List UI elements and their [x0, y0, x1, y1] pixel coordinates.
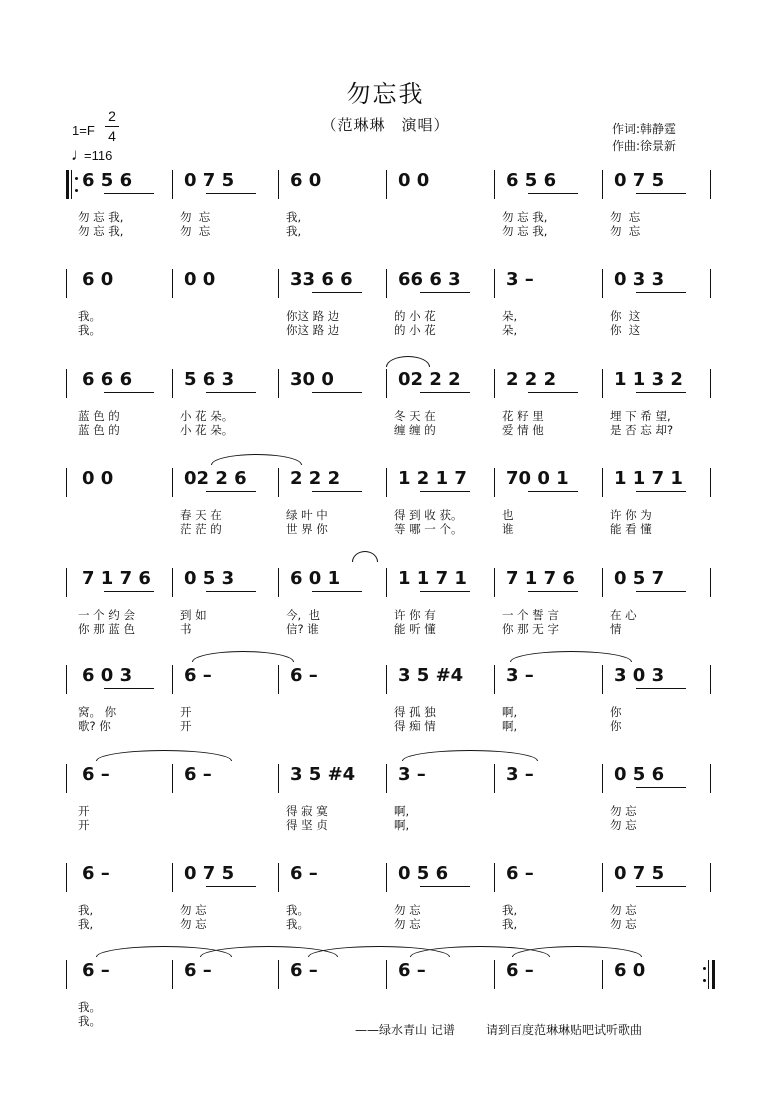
lyric-verse-1: 得 孤 独	[394, 705, 436, 719]
lyric-verse-1: 蓝 色 的	[78, 409, 120, 423]
barline	[602, 665, 603, 694]
measure: 33 6 6	[290, 269, 353, 290]
lyric-verse-1: 我,	[286, 210, 302, 224]
lyric-verse-1: 勿 忘	[394, 903, 421, 917]
barline	[602, 170, 603, 199]
beam-underline	[206, 886, 256, 887]
score-system	[0, 163, 771, 273]
quarter-note-icon: ♩	[71, 145, 88, 164]
beam-underline	[636, 688, 686, 689]
lyric-verse-1: 冬 天 在	[394, 409, 436, 423]
beam-underline	[206, 193, 256, 194]
barline	[71, 170, 72, 199]
lyric-verse-2: 勿 忘	[610, 917, 637, 931]
lyric-verse-2: 勿 忘	[610, 224, 641, 238]
beam-underline	[636, 292, 686, 293]
barline	[386, 568, 387, 597]
measure: 70 0 1	[506, 468, 569, 489]
time-signature-line	[105, 126, 119, 127]
barline	[172, 960, 173, 989]
barline	[172, 665, 173, 694]
measure: 3 –	[506, 665, 534, 686]
barline	[172, 863, 173, 892]
beam-underline	[312, 292, 362, 293]
lyric-verse-2: 情	[610, 622, 622, 636]
measure: 02 2 6	[184, 468, 247, 489]
measure: 3 –	[398, 764, 426, 785]
score-system	[0, 953, 771, 1063]
lyric-verse-1: 我,	[78, 903, 94, 917]
barline	[494, 568, 495, 597]
lyric-verse-1: 勿 忘 我,	[502, 210, 548, 224]
lyric-verse-1: 今, 也	[286, 608, 320, 622]
barline	[386, 863, 387, 892]
lyric-verse-1: 绿 叶 中	[286, 508, 328, 522]
lyric-verse-1: 花 籽 里	[502, 409, 544, 423]
barline	[278, 960, 279, 989]
lyric-verse-2: 勿 忘	[610, 818, 637, 832]
beam-underline	[312, 591, 362, 592]
lyric-verse-2: 爱 情 他	[502, 423, 544, 437]
lyric-verse-1: 一 个 约 会	[78, 608, 135, 622]
lyric-verse-1: 我。	[78, 1000, 101, 1014]
performer: （范琳琳 演唱）	[321, 116, 450, 134]
beam-underline	[636, 886, 686, 887]
lyric-verse-2: 你 这	[610, 323, 641, 337]
barline	[710, 269, 711, 298]
measure: 0 5 7	[614, 568, 665, 589]
measure: 3 –	[506, 764, 534, 785]
barline	[278, 269, 279, 298]
measure: 6 –	[82, 960, 110, 981]
measure: 30 0	[290, 369, 334, 390]
score-system	[0, 658, 771, 768]
barline	[172, 269, 173, 298]
lyric-verse-1: 许 你 有	[394, 608, 436, 622]
lyric-verse-2: 我。	[78, 323, 101, 337]
measure: 7 1 7 6	[82, 568, 151, 589]
lyric-verse-1: 我,	[502, 903, 518, 917]
measure: 6 –	[398, 960, 426, 981]
measure: 0 7 5	[184, 863, 235, 884]
repeat-end-barline	[712, 960, 715, 989]
measure: 1 2 1 7	[398, 468, 467, 489]
measure: 0 3 3	[614, 269, 665, 290]
lyric-verse-2: 勿 忘	[180, 917, 207, 931]
measure: 0 0	[82, 468, 114, 489]
beam-underline	[636, 591, 686, 592]
lyric-verse-2: 啊,	[502, 719, 518, 733]
barline	[494, 269, 495, 298]
beam-underline	[420, 392, 470, 393]
barline	[386, 665, 387, 694]
tempo-mark: =116	[84, 148, 113, 163]
lyric-verse-1: 啊,	[394, 804, 410, 818]
barline	[66, 764, 67, 793]
measure: 5 6 3	[184, 369, 235, 390]
lyric-verse-2: 谁	[502, 522, 514, 536]
barline	[602, 764, 603, 793]
beam-underline	[206, 491, 256, 492]
lyric-verse-1: 许 你 为	[610, 508, 652, 522]
measure: 3 –	[506, 269, 534, 290]
lyric-verse-1: 勿 忘	[180, 903, 207, 917]
lyric-verse-2: 得 坚 贞	[286, 818, 328, 832]
barline	[66, 468, 67, 497]
barline	[386, 764, 387, 793]
measure: 6 –	[82, 863, 110, 884]
lyric-verse-2: 啊,	[394, 818, 410, 832]
lyric-verse-1: 窝。 你	[78, 705, 117, 719]
measure: 0 5 6	[398, 863, 449, 884]
barline	[602, 960, 603, 989]
lyric-verse-1: 勿 忘	[610, 804, 637, 818]
measure: 6 –	[290, 960, 318, 981]
lyric-verse-1: 你	[610, 705, 622, 719]
beam-underline	[104, 591, 154, 592]
beam-underline	[636, 787, 686, 788]
measure: 6 5 6	[506, 170, 557, 191]
measure: 6 –	[290, 863, 318, 884]
lyric-verse-2: 我,	[286, 224, 302, 238]
measure: 0 7 5	[184, 170, 235, 191]
measure: 66 6 3	[398, 269, 461, 290]
measure: 6 –	[290, 665, 318, 686]
score-system	[0, 461, 771, 571]
lyric-verse-2: 勿 忘	[180, 224, 211, 238]
lyric-verse-1: 得 到 收 获。	[394, 508, 463, 522]
lyric-verse-2: 你	[610, 719, 622, 733]
lyric-verse-2: 能 听 懂	[394, 622, 436, 636]
score-system	[0, 757, 771, 867]
barline	[602, 468, 603, 497]
lyric-verse-1: 开	[180, 705, 192, 719]
barline	[172, 369, 173, 398]
measure: 0 5 6	[614, 764, 665, 785]
barline	[66, 568, 67, 597]
barline	[494, 863, 495, 892]
measure: 1 1 7 1	[398, 568, 467, 589]
lyric-verse-1: 我。	[286, 903, 309, 917]
barline	[602, 568, 603, 597]
measure: 3 0 3	[614, 665, 665, 686]
lyric-verse-2: 得 痴 情	[394, 719, 436, 733]
barline	[278, 863, 279, 892]
measure: 6 0 1	[290, 568, 341, 589]
barline	[710, 468, 711, 497]
lyric-verse-1: 春 天 在	[180, 508, 222, 522]
barline	[66, 863, 67, 892]
measure: 6 0 3	[82, 665, 133, 686]
barline	[602, 863, 603, 892]
lyric-verse-2: 你 那 无 字	[502, 622, 559, 636]
beam-underline	[206, 392, 256, 393]
lyric-verse-2: 茫 茫 的	[180, 522, 222, 536]
lyric-verse-2: 勿 忘 我,	[502, 224, 548, 238]
measure: 6 –	[184, 960, 212, 981]
song-title: 勿忘我	[346, 80, 425, 108]
barline	[710, 170, 711, 199]
lyric-verse-1: 小 花 朵。	[180, 409, 234, 423]
composer-credit: 作曲:徐景新	[612, 139, 677, 153]
lyric-verse-1: 开	[78, 804, 90, 818]
barline	[386, 369, 387, 398]
measure: 2 2 2	[290, 468, 341, 489]
barline	[710, 863, 711, 892]
repeat-dot	[703, 979, 706, 982]
beam-underline	[420, 292, 470, 293]
measure: 6 5 6	[82, 170, 133, 191]
lyric-verse-2: 开	[78, 818, 90, 832]
measure: 2 2 2	[506, 369, 557, 390]
lyric-verse-1: 我。	[78, 309, 101, 323]
measure: 6 0	[614, 960, 646, 981]
lyric-verse-2: 你这 路 边	[286, 323, 340, 337]
barline	[278, 568, 279, 597]
time-signature-top: 2	[108, 108, 116, 124]
lyric-verse-1: 啊,	[502, 705, 518, 719]
lyricist-credit: 作词:韩静霆	[612, 122, 677, 136]
lyric-verse-2: 能 看 懂	[610, 522, 652, 536]
barline	[278, 764, 279, 793]
beam-underline	[528, 591, 578, 592]
beam-underline	[420, 491, 470, 492]
measure: 6 –	[506, 863, 534, 884]
repeat-dot	[703, 967, 706, 970]
measure: 3 5 #4	[398, 665, 464, 686]
lyric-verse-2: 我,	[502, 917, 518, 931]
lyric-verse-1: 你 这	[610, 309, 641, 323]
beam-underline	[420, 886, 470, 887]
barline	[386, 269, 387, 298]
score-system	[0, 262, 771, 372]
beam-underline	[636, 392, 686, 393]
barline	[278, 468, 279, 497]
barline	[494, 468, 495, 497]
lyric-verse-1: 得 寂 寞	[286, 804, 328, 818]
beam-underline	[104, 688, 154, 689]
measure: 02 2 2	[398, 369, 461, 390]
measure: 6 0	[82, 269, 114, 290]
lyric-verse-2: 歌? 你	[78, 719, 111, 733]
lyric-verse-2: 的 小 花	[394, 323, 436, 337]
barline	[278, 170, 279, 199]
lyric-verse-2: 开	[180, 719, 192, 733]
barline	[710, 764, 711, 793]
beam-underline	[636, 491, 686, 492]
lyric-verse-1: 勿 忘	[180, 210, 211, 224]
lyric-verse-2: 等 哪 一 个。	[394, 522, 463, 536]
lyric-verse-1: 朵,	[502, 309, 518, 323]
score-system	[0, 561, 771, 671]
key-signature: 1=F	[72, 123, 95, 138]
measure: 0 0	[398, 170, 430, 191]
score-system	[0, 362, 771, 472]
barline	[66, 665, 67, 694]
barline	[494, 170, 495, 199]
lyric-verse-1: 勿 忘	[610, 903, 637, 917]
beam-underline	[312, 491, 362, 492]
measure: 0 5 3	[184, 568, 235, 589]
lyric-verse-1: 一 个 誓 言	[502, 608, 559, 622]
measure: 0 7 5	[614, 863, 665, 884]
lyric-verse-2: 蓝 色 的	[78, 423, 120, 437]
lyric-verse-2: 勿 忘 我,	[78, 224, 124, 238]
measure: 3 5 #4	[290, 764, 356, 785]
barline	[278, 665, 279, 694]
barline	[172, 764, 173, 793]
measure: 1 1 7 1	[614, 468, 683, 489]
transcriber-credit: ——绿水青山 记谱	[355, 1023, 455, 1037]
barline	[386, 960, 387, 989]
repeat-dot	[75, 189, 78, 192]
barline	[66, 960, 67, 989]
lyric-verse-1: 也	[502, 508, 514, 522]
lyric-verse-2: 我。	[78, 1014, 101, 1028]
barline	[172, 170, 173, 199]
barline	[710, 665, 711, 694]
barline	[494, 369, 495, 398]
measure: 6 6 6	[82, 369, 133, 390]
barline	[66, 269, 67, 298]
measure: 0 7 5	[614, 170, 665, 191]
barline	[710, 369, 711, 398]
barline	[494, 764, 495, 793]
time-signature-bottom: 4	[108, 128, 116, 144]
lyric-verse-2: 小 花 朵。	[180, 423, 234, 437]
beam-underline	[636, 193, 686, 194]
listening-note: 请到百度范琳琳贴吧试听歌曲	[486, 1023, 643, 1037]
beam-underline	[312, 392, 362, 393]
measure: 7 1 7 6	[506, 568, 575, 589]
lyric-verse-1: 在 心	[610, 608, 637, 622]
beam-underline	[528, 193, 578, 194]
beam-underline	[206, 591, 256, 592]
lyric-verse-2: 勿 忘	[394, 917, 421, 931]
repeat-dot	[75, 177, 78, 180]
lyric-verse-1: 勿 忘	[610, 210, 641, 224]
lyric-verse-2: 缠 缠 的	[394, 423, 436, 437]
beam-underline	[104, 392, 154, 393]
beam-underline	[528, 491, 578, 492]
lyric-verse-2: 你 那 蓝 色	[78, 622, 135, 636]
barline	[66, 369, 67, 398]
lyric-verse-1: 勿 忘 我,	[78, 210, 124, 224]
measure: 6 0	[290, 170, 322, 191]
barline	[602, 369, 603, 398]
measure: 0 0	[184, 269, 216, 290]
beam-underline	[528, 392, 578, 393]
measure: 6 –	[184, 665, 212, 686]
lyric-verse-2: 我,	[78, 917, 94, 931]
lyric-verse-1: 到 如	[180, 608, 207, 622]
beam-underline	[420, 591, 470, 592]
lyric-verse-2: 信? 谁	[286, 622, 319, 636]
measure: 1 1 3 2	[614, 369, 683, 390]
lyric-verse-2: 我。	[286, 917, 309, 931]
repeat-start-barline	[66, 170, 69, 199]
lyric-verse-2: 世 界 你	[286, 522, 328, 536]
lyric-verse-2: 书	[180, 622, 192, 636]
barline	[278, 369, 279, 398]
lyric-verse-1: 的 小 花	[394, 309, 436, 323]
measure: 6 –	[184, 764, 212, 785]
barline	[710, 568, 711, 597]
barline	[172, 468, 173, 497]
lyric-verse-2: 是 否 忘 却?	[610, 423, 674, 437]
barline	[386, 170, 387, 199]
barline	[494, 665, 495, 694]
barline	[708, 960, 709, 989]
lyric-verse-2: 朵,	[502, 323, 518, 337]
barline	[602, 269, 603, 298]
barline	[386, 468, 387, 497]
barline	[494, 960, 495, 989]
barline	[172, 568, 173, 597]
measure: 6 –	[506, 960, 534, 981]
beam-underline	[104, 193, 154, 194]
lyric-verse-1: 你这 路 边	[286, 309, 340, 323]
measure: 6 –	[82, 764, 110, 785]
lyric-verse-1: 埋 下 希 望,	[610, 409, 671, 423]
